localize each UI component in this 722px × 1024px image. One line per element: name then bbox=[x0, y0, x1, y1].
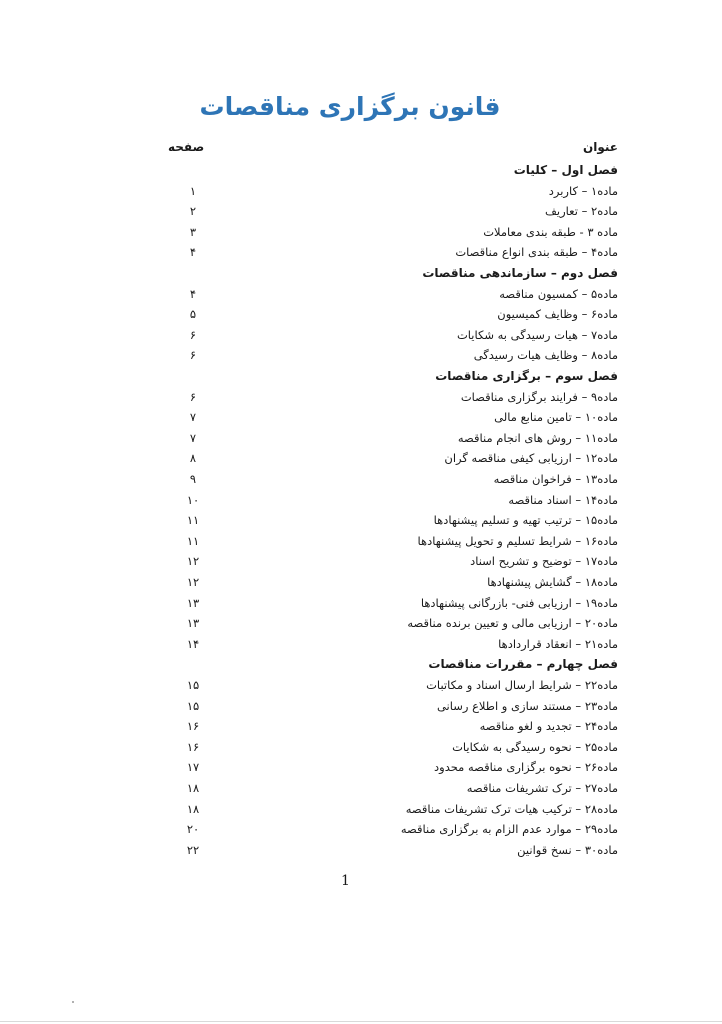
toc-row bbox=[150, 819, 618, 839]
article-title: ماده۲۵ – نحوه رسیدگی به شکایات bbox=[452, 739, 618, 754]
article-title: ماده۱۳ – فراخوان مناقصه bbox=[493, 472, 618, 486]
toc-row bbox=[150, 284, 618, 304]
article-title: ماده۲۹ – موارد عدم الزام به برگزاری مناقصه bbox=[400, 822, 618, 837]
article-title: ماده۵ – کمسیون مناقصه bbox=[499, 286, 618, 301]
page-ref: ۹ bbox=[189, 472, 197, 486]
toc-chapter-heading bbox=[150, 366, 618, 386]
toc-row bbox=[150, 572, 618, 592]
toc-row bbox=[150, 325, 618, 345]
page-column-header: صفحه bbox=[168, 140, 205, 154]
toc-row bbox=[150, 407, 618, 427]
toc-row bbox=[150, 222, 618, 242]
article-title: ماده۱۲ – ارزیابی کیفی مناقصه گران bbox=[444, 451, 618, 466]
page-ref: ۱۱ bbox=[186, 513, 200, 528]
article-title: ماده ۳ - طبقه بندی معاملات bbox=[483, 224, 618, 239]
page-ref: ۲۲ bbox=[186, 842, 200, 857]
chapter-title: فصل چهارم – مقررات مناقصات bbox=[428, 657, 618, 672]
article-title: ماده۲۰ – ارزیابی مالی و تعیین برنده مناقصه bbox=[407, 616, 618, 631]
article-title: ماده۱۴ – اسناد مناقصه bbox=[508, 492, 618, 507]
article-title: ماده۱۶ – شرایط تسلیم و تحویل پیشنهادها bbox=[417, 533, 618, 548]
page-ref: ۱۲ bbox=[186, 554, 200, 569]
article-title: ماده۳۰ – نسخ قوانین bbox=[517, 842, 618, 857]
article-title: ماده۱۹ – ارزیابی فنی- بازرگانی پیشنهادها bbox=[420, 595, 618, 610]
article-title: ماده۸ – وظایف هیات رسیدگی bbox=[473, 348, 618, 363]
article-title: ماده۲۸ – ترکیب هیات ترک تشریفات مناقصه bbox=[405, 801, 618, 816]
article-title: ماده۱ – کاربرد bbox=[548, 183, 618, 198]
toc-row bbox=[150, 469, 618, 489]
toc-row bbox=[150, 737, 618, 757]
scan-edge bbox=[0, 1021, 722, 1022]
toc-row bbox=[150, 345, 618, 365]
page-ref: ۱۱ bbox=[186, 533, 200, 548]
page-ref: ۱ bbox=[189, 183, 197, 198]
page-ref: ۱۳ bbox=[186, 595, 200, 610]
toc-row bbox=[150, 428, 618, 448]
article-title: ماده۱۷ – توضیح و تشریح اسناد bbox=[470, 554, 618, 569]
page-ref: ۲۰ bbox=[186, 822, 200, 837]
chapter-title: فصل سوم – برگزاری مناقصات bbox=[435, 369, 618, 383]
page-ref: ۱۶ bbox=[186, 719, 200, 734]
page-ref: ۱۵ bbox=[186, 678, 200, 692]
chapter-title: فصل اول – کلیات bbox=[513, 163, 618, 177]
toc-row bbox=[150, 613, 618, 633]
article-title: ماده۱۸ – گشایش پیشنهادها bbox=[487, 575, 618, 589]
page-ref: ۱۵ bbox=[186, 698, 200, 713]
toc-row bbox=[150, 181, 618, 201]
article-title: ماده۲ – تعاریف bbox=[545, 204, 618, 219]
chapter-title: فصل دوم – سازماندهی مناقصات bbox=[422, 266, 618, 280]
article-title: ماده۲۳ – مستند سازی و اطلاع رسانی bbox=[436, 698, 618, 713]
article-title: ماده۱۵ – ترتیب تهیه و تسلیم پیشنهادها bbox=[433, 513, 618, 528]
page-ref: ۱۴ bbox=[186, 636, 200, 651]
page-ref: ۸ bbox=[189, 451, 197, 466]
toc-row bbox=[150, 757, 618, 777]
page-ref: ۴ bbox=[189, 245, 197, 260]
toc-row bbox=[150, 201, 618, 221]
article-title: ماده۲۶ – نحوه برگزاری مناقصه محدود bbox=[434, 760, 618, 775]
toc-chapter-heading bbox=[150, 263, 618, 283]
page-ref: ۴ bbox=[189, 286, 197, 301]
document-title: قانون برگزاری مناقصات bbox=[199, 92, 501, 121]
page-ref: ۶ bbox=[189, 348, 197, 363]
toc-row bbox=[150, 551, 618, 571]
toc-row bbox=[150, 675, 618, 695]
toc-row bbox=[150, 593, 618, 613]
toc-row bbox=[150, 531, 618, 551]
article-title: ماده۹ – فرایند برگزاری مناقصات bbox=[460, 389, 618, 404]
article-title: ماده۲۴ – تجدید و لغو مناقصه bbox=[479, 719, 618, 734]
toc-row bbox=[150, 799, 618, 819]
article-title: ماده۱۰ – تامین منابع مالی bbox=[494, 410, 618, 425]
toc-row bbox=[150, 840, 618, 860]
scan-speck bbox=[72, 1001, 74, 1003]
page-ref: ۷ bbox=[189, 430, 197, 445]
page-ref: ۷ bbox=[189, 410, 197, 425]
toc-row bbox=[150, 490, 618, 510]
article-title: ماده۷ – هیات رسیدگی به شکایات bbox=[456, 327, 618, 342]
article-title: ماده۲۲ – شرایط ارسال اسناد و مکاتبات bbox=[426, 678, 618, 692]
page-ref: ۱۸ bbox=[186, 781, 200, 795]
page-ref: ۱۶ bbox=[186, 739, 200, 754]
page-ref: ۶ bbox=[189, 389, 197, 404]
toc-row bbox=[150, 778, 618, 798]
toc-row bbox=[150, 242, 618, 262]
page-ref: ۱۷ bbox=[186, 760, 200, 775]
article-title: ماده۱۱ – روش های انجام مناقصه bbox=[457, 430, 618, 445]
page-ref: ۵ bbox=[189, 307, 197, 322]
page-ref: ۲ bbox=[189, 204, 197, 219]
article-title: ماده۴ – طبقه بندی انواع مناقصات bbox=[455, 245, 618, 260]
toc-row bbox=[150, 696, 618, 716]
page-ref: ۱۲ bbox=[186, 575, 200, 589]
article-title: ماده۲۱ – انعقاد قراردادها bbox=[498, 636, 618, 651]
article-title: ماده۶ – وظایف کمیسیون bbox=[497, 307, 618, 322]
toc-row bbox=[150, 716, 618, 736]
article-title: ماده۲۷ – ترک تشریفات مناقصه bbox=[466, 781, 618, 795]
title-column-header: عنوان bbox=[583, 140, 618, 154]
toc-chapter-heading bbox=[150, 654, 618, 674]
toc-row bbox=[150, 448, 618, 468]
page-ref: ۳ bbox=[189, 224, 197, 239]
page-number: 1 bbox=[341, 873, 350, 889]
page-ref: ۱۸ bbox=[186, 801, 200, 816]
page-ref: ۱۳ bbox=[186, 616, 200, 631]
toc-chapter-heading bbox=[150, 160, 618, 180]
toc-row bbox=[150, 304, 618, 324]
page-ref: ۶ bbox=[189, 327, 197, 342]
toc-row bbox=[150, 387, 618, 407]
toc-row bbox=[150, 634, 618, 654]
page-ref: ۱۰ bbox=[186, 492, 200, 507]
toc-row bbox=[150, 510, 618, 530]
